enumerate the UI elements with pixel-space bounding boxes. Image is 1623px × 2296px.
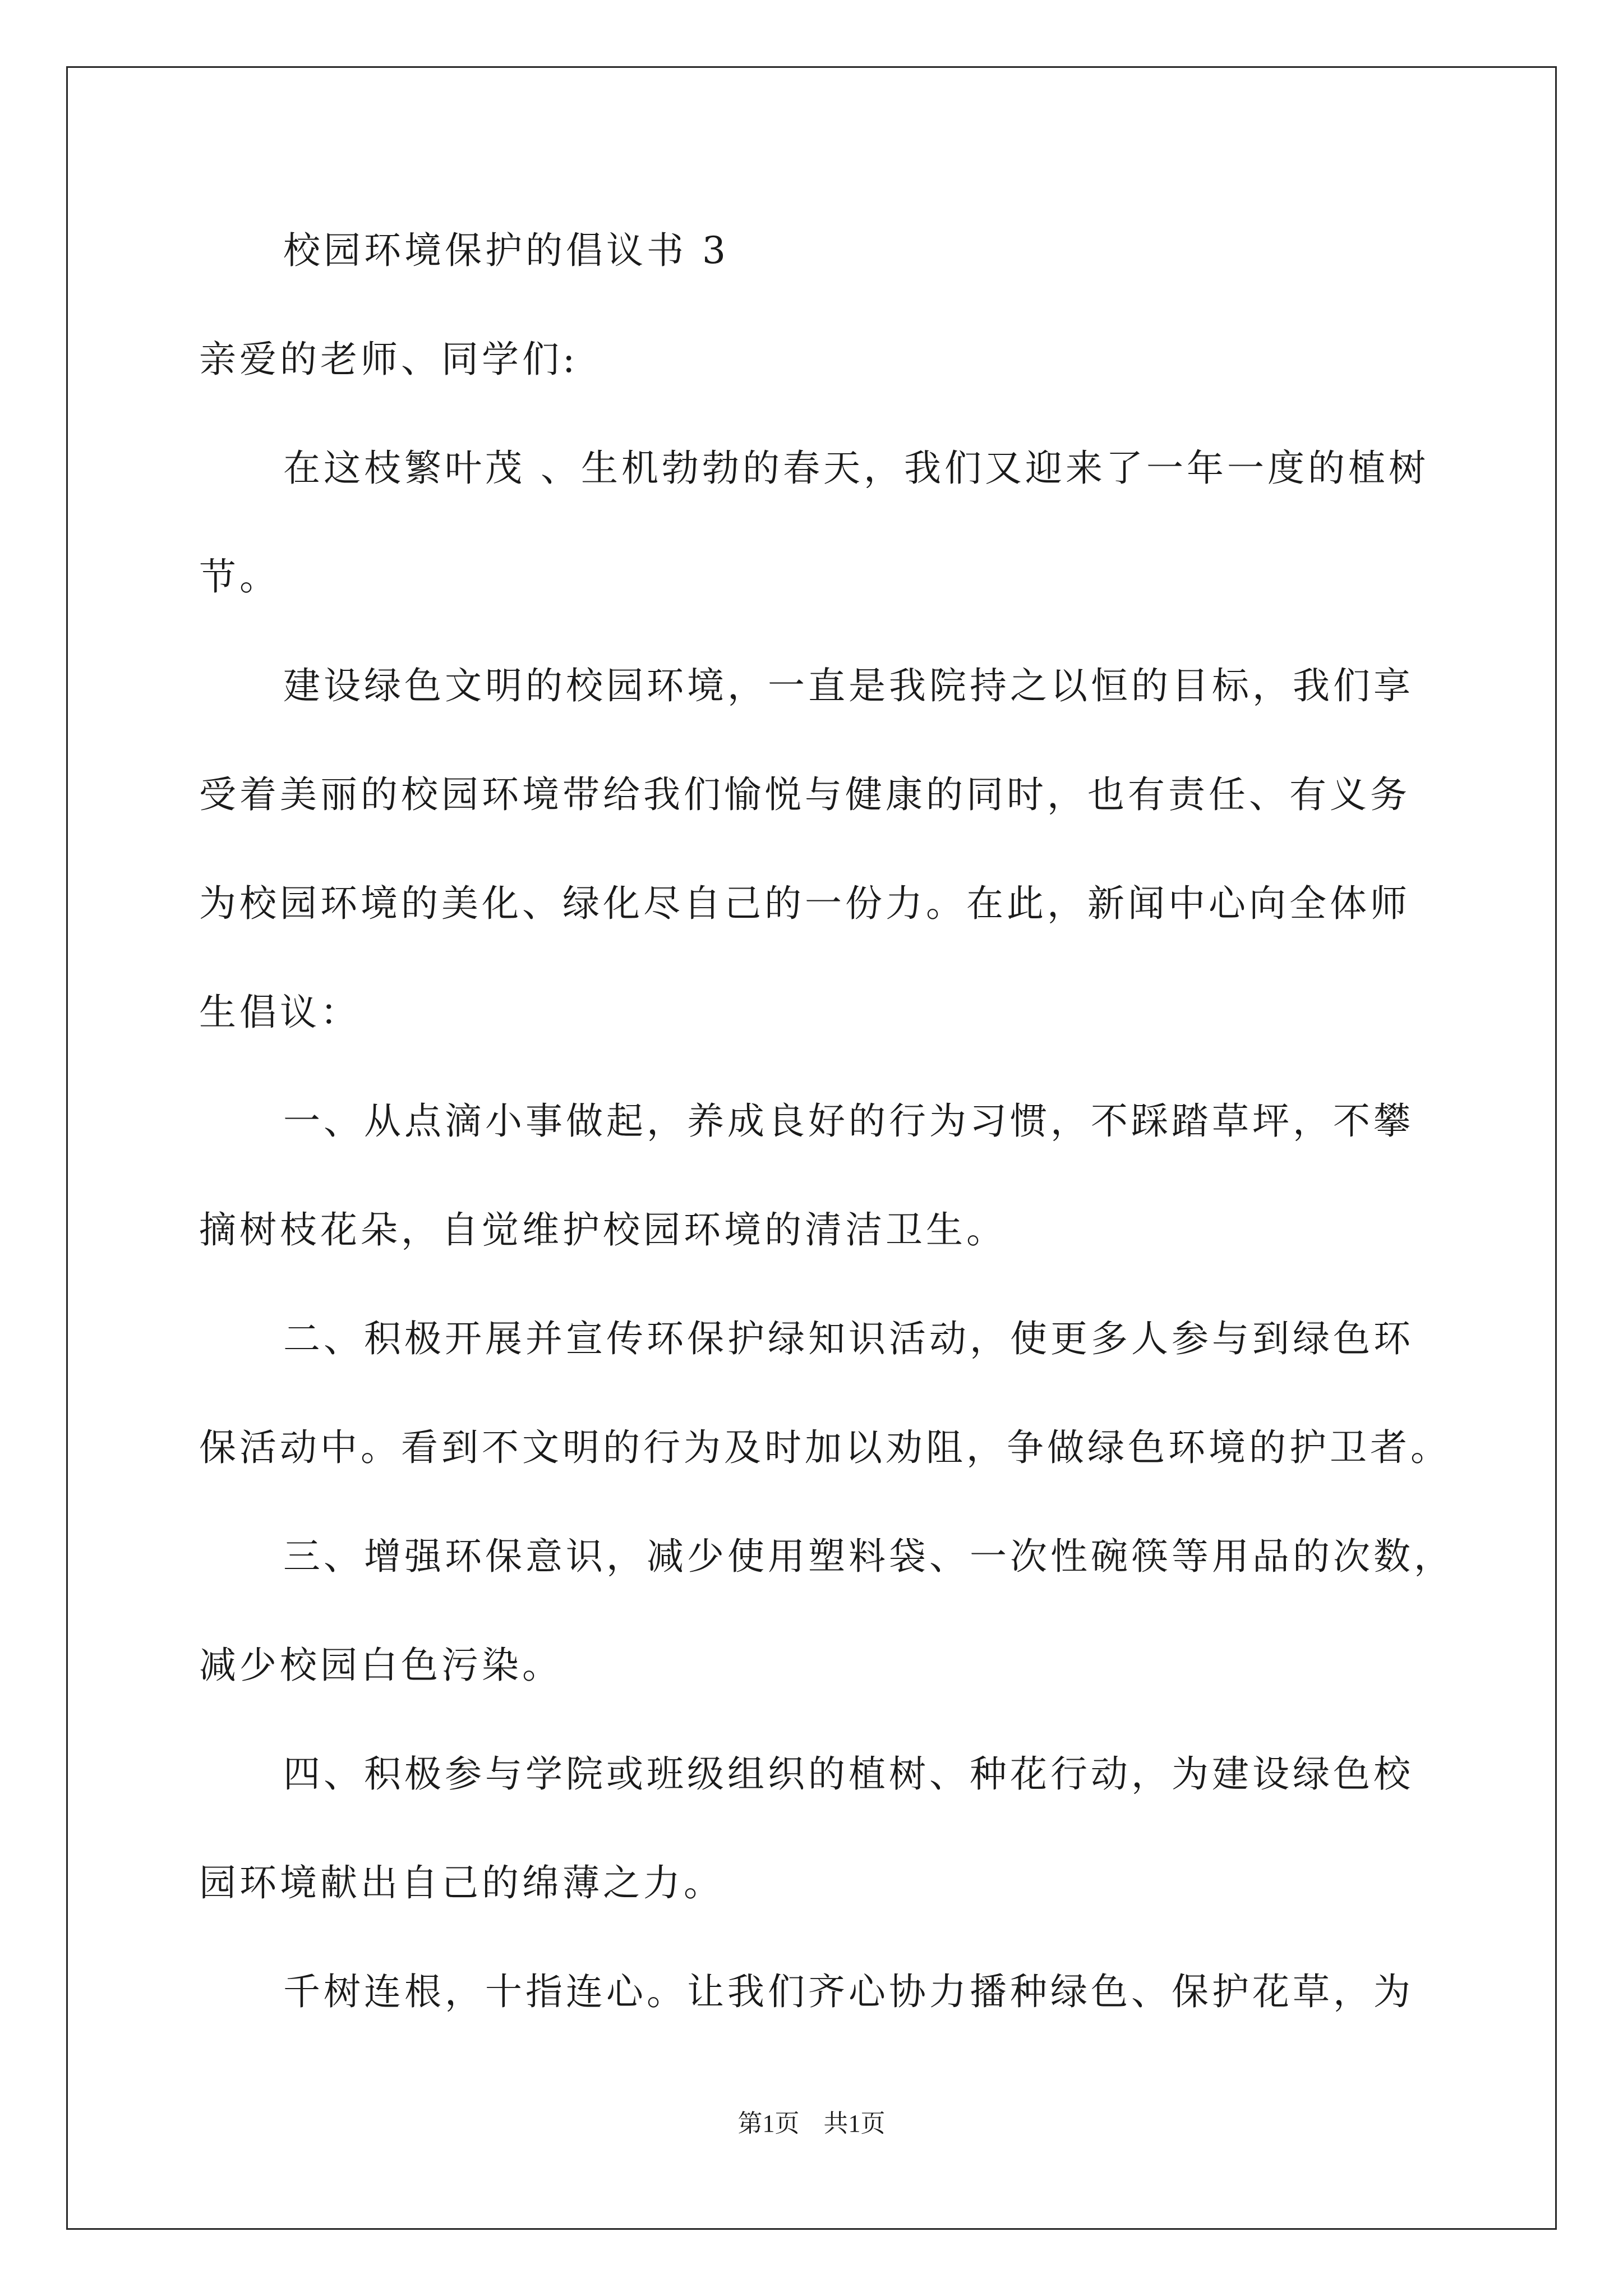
page-total: 共1页: [823, 2110, 886, 2137]
salutation: 亲爱的老师、同学们:: [199, 338, 579, 381]
body-line: 摘树枝花朵，自觉维护校园环境的清洁卫生。: [199, 1208, 1007, 1251]
body-line: 四、积极参与学院或班级组织的植树、种花行动，为建设绿色校: [283, 1752, 1414, 1796]
body-line: 保活动中。看到不文明的行为及时加以劝阻，争做绿色环境的护卫者。: [199, 1426, 1451, 1469]
body-line: 建设绿色文明的校园环境，一直是我院持之以恒的目标，我们享: [283, 664, 1414, 707]
page-number: 第1页: [737, 2110, 800, 2137]
body-line: 生倡议：: [199, 991, 361, 1034]
page-border: [66, 66, 1557, 2230]
body-line: 在这枝繁叶茂 、生机勃勃的春天，我们又迎来了一年一度的植树: [283, 447, 1429, 490]
page-footer: [0, 2103, 1623, 2139]
body-line: 一、从点滴小事做起，养成良好的行为习惯，不踩踏草坪，不攀: [283, 1099, 1414, 1143]
body-line: 园环境献出自己的绵薄之力。: [199, 1861, 724, 1904]
body-line: 为校园环境的美化、绿化尽自己的一份力。在此，新闻中心向全体师: [199, 882, 1410, 925]
body-line: 节。: [199, 555, 280, 599]
document-title: 校园环境保护的倡议书 3: [283, 229, 729, 272]
body-line: 千树连根，十指连心。让我们齐心协力播种绿色、保护花草，为: [283, 1970, 1414, 2013]
body-line: 受着美丽的校园环境带给我们愉悦与健康的同时，也有责任、有义务: [199, 773, 1410, 816]
body-line: 三、增强环保意识，减少使用塑料袋、一次性碗筷等用品的次数，: [283, 1535, 1454, 1578]
body-line: 减少校园白色污染。: [199, 1644, 562, 1687]
body-line: 二、积极开展并宣传环保护绿知识活动，使更多人参与到绿色环: [283, 1317, 1414, 1360]
